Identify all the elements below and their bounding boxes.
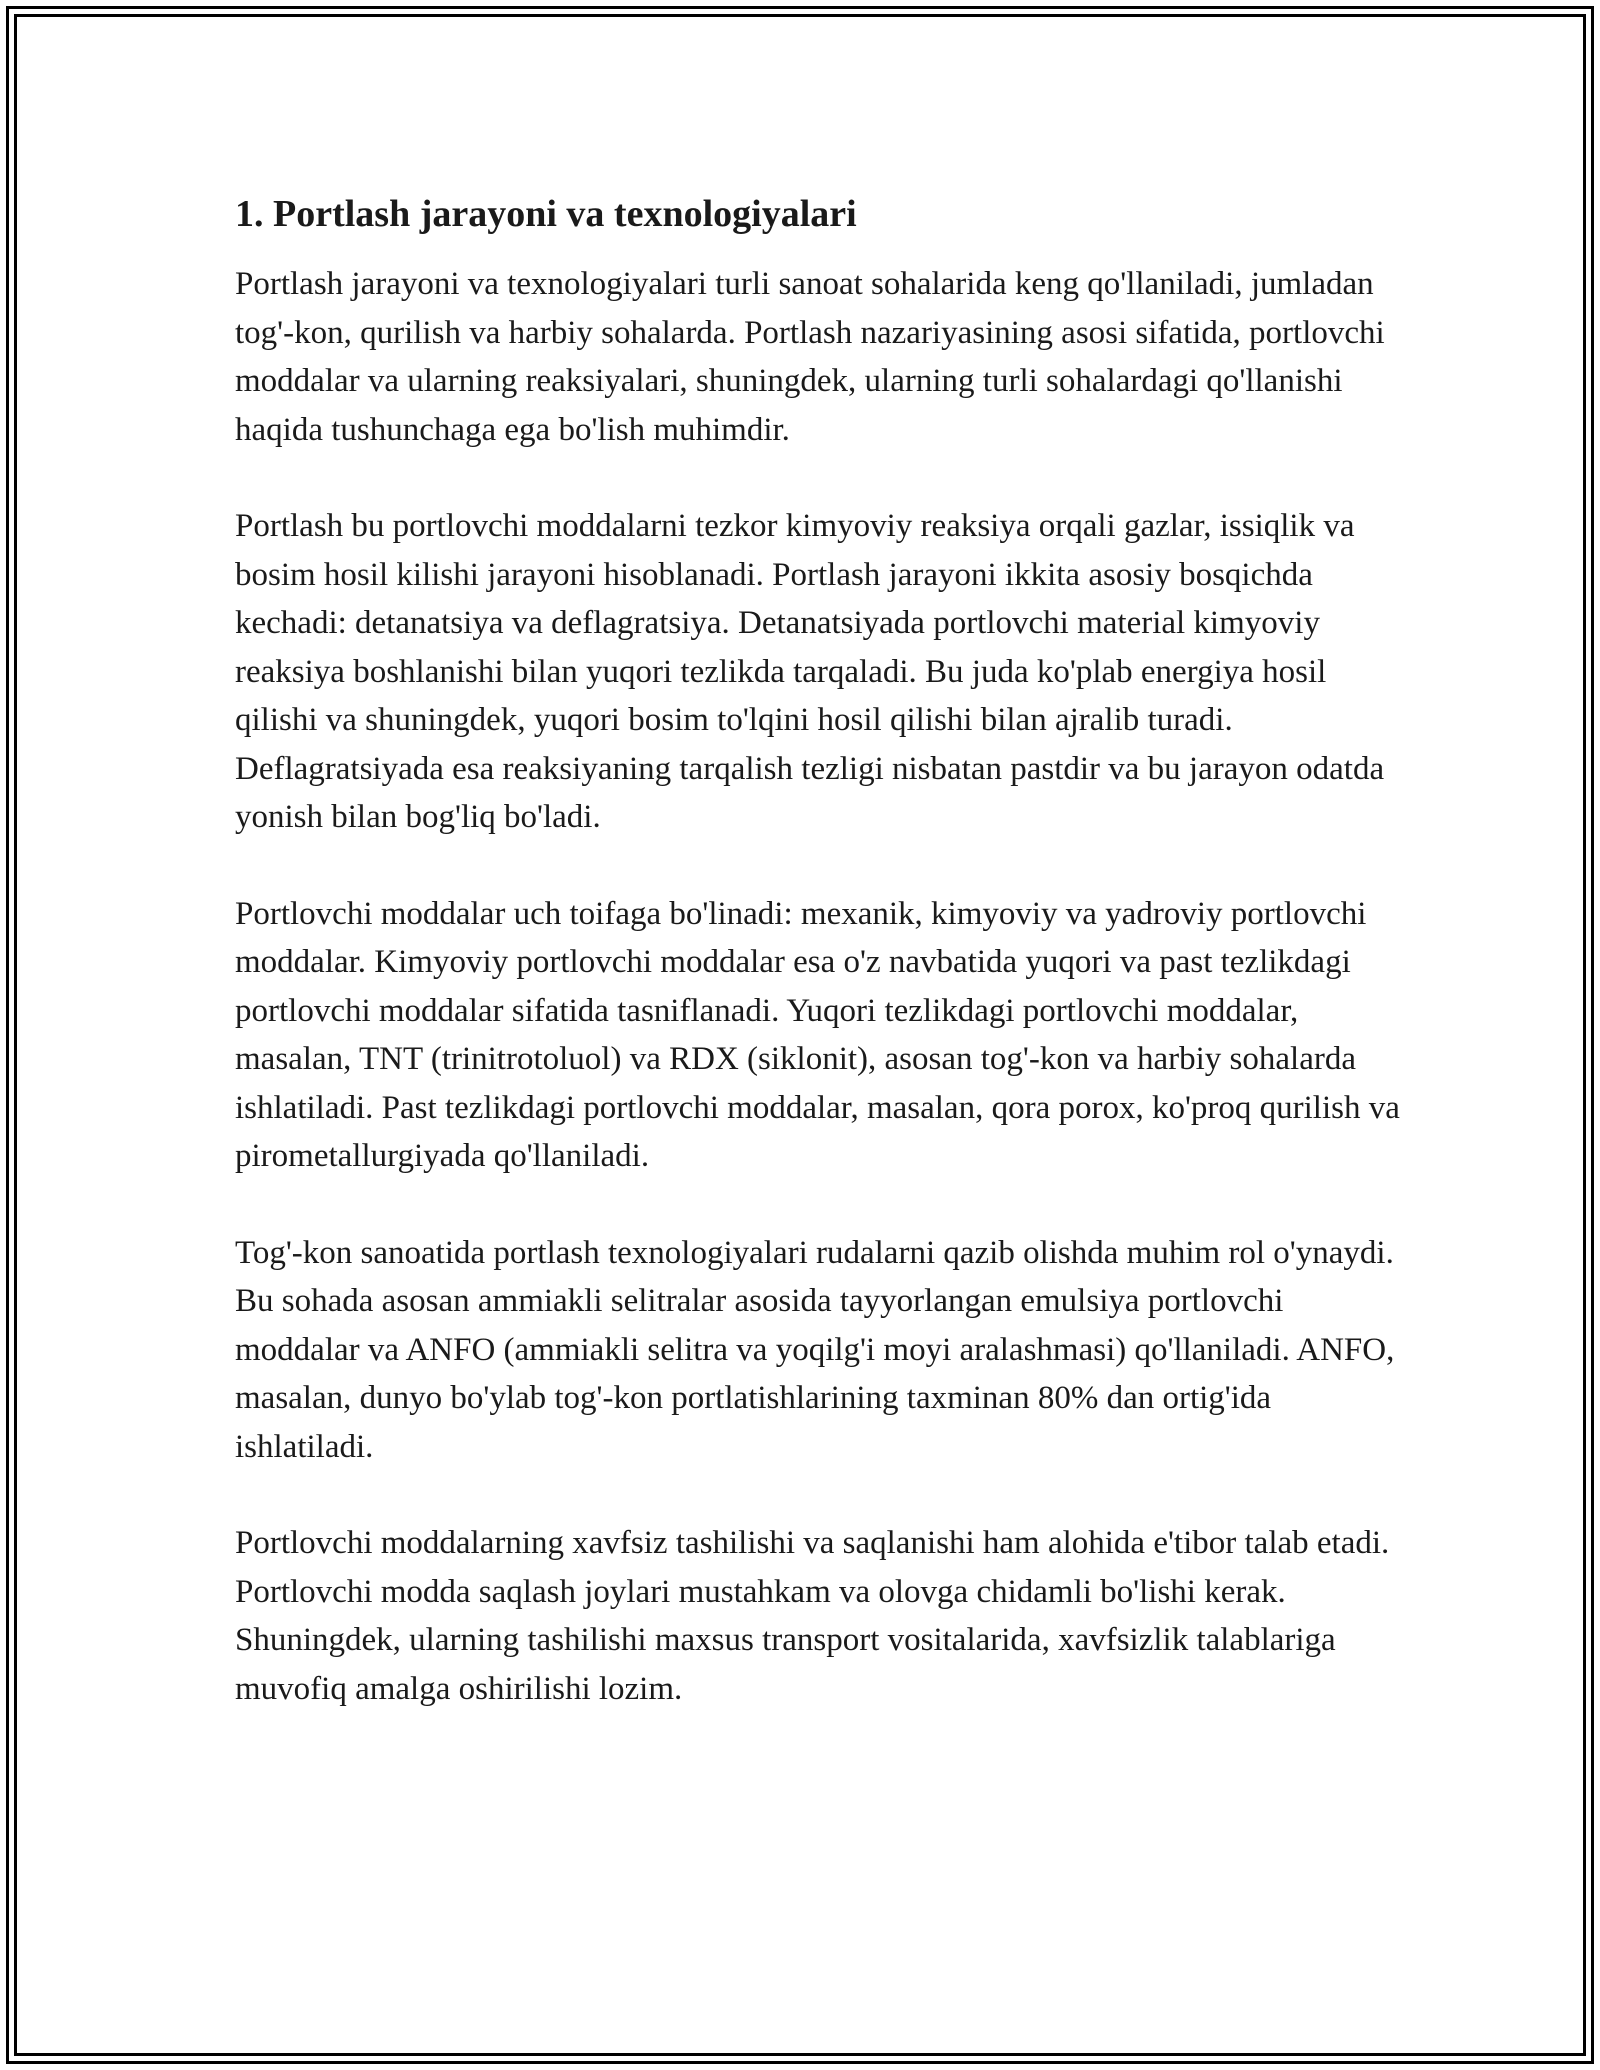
paragraph-4: Tog'-kon sanoatida portlash texnologiyalari rudalarni qazib olishda muhim rol o'ynaydi. Bu sohada asosan ammiakli selitralar asosida tayyorlangan emulsiya portlovchi moddalar va ANFO (ammiakli selitra va yoqilg'i moyi aralashmasi) qo'llaniladi. ANFO, masalan, dunyo bo'ylab tog'-kon portlatishlarining taxminan 80% dan ortig'ida ishlatiladi. <box>235 1234 1395 1465</box>
paragraph-2: Portlash bu portlovchi moddalarni tezkor kimyoviy reaksiya orqali gazlar, issiqlik va bosim hosil kilishi jarayoni hisoblanadi. Portlash jarayoni ikkita asosiy bosqichda kechadi: detanatsiya va deflagratsiya. Detanatsiyada portlovchi material kimyoviy reaksiya boshlanishi bilan yuqori tezlikda tarqaladi. Bu juda ko'plab energiya hosil qilishi va shuningdek, yuqori bosim to'lqini hosil qilishi bilan ajralib turadi. Deflagratsiyada esa reaksiyaning tarqalish tezligi nisbatan pastdir va bu jarayon odatda yonish bilan bog'liq bo'ladi. <box>235 508 1385 835</box>
paragraph-1: Portlash jarayoni va texnologiyalari turli sanoat sohalarida keng qo'llaniladi, jumladan tog'-kon, qurilish va harbiy sohalarda. Portlash nazariyasining asosi sifatida, portlovchi moddalar va ularning reaksiyalari, shuningdek, ularning turli sohalardagi qo'llanishi haqida tushunchaga ega bo'lish muhimdir. <box>235 266 1385 448</box>
document-body <box>235 186 1400 1761</box>
paragraph-5: Portlovchi moddalarning xavfsiz tashilishi va saqlanishi ham alohida e'tibor talab etadi. Portlovchi modda saqlash joylari mustahkam va olovga chidamli bo'lishi kerak. Shuningdek, ularning tashilishi maxsus transport vositalarida, xavfsizlik talablariga muvofiq amalga oshirilishi lozim. <box>235 1525 1390 1707</box>
section-heading: 1. Portlash jarayoni va texnologiyalari <box>235 193 857 235</box>
paragraph-3: Portlovchi moddalar uch toifaga bo'linadi: mexanik, kimyoviy va yadroviy portlovchi moddalar. Kimyoviy portlovchi moddalar esa o'z navbatida yuqori va past tezlikdagi portlovchi moddalar sifatida tasniflanadi. Yuqori tezlikdagi portlovchi moddalar, masalan, TNT (trinitrotoluol) va RDX (siklonit), asosan tog'-kon va harbiy sohalarda ishlatiladi. Past tezlikdagi portlovchi moddalar, masalan, qora porox, ko'proq qurilish va pirometallurgiyada qo'llaniladi. <box>235 895 1400 1174</box>
